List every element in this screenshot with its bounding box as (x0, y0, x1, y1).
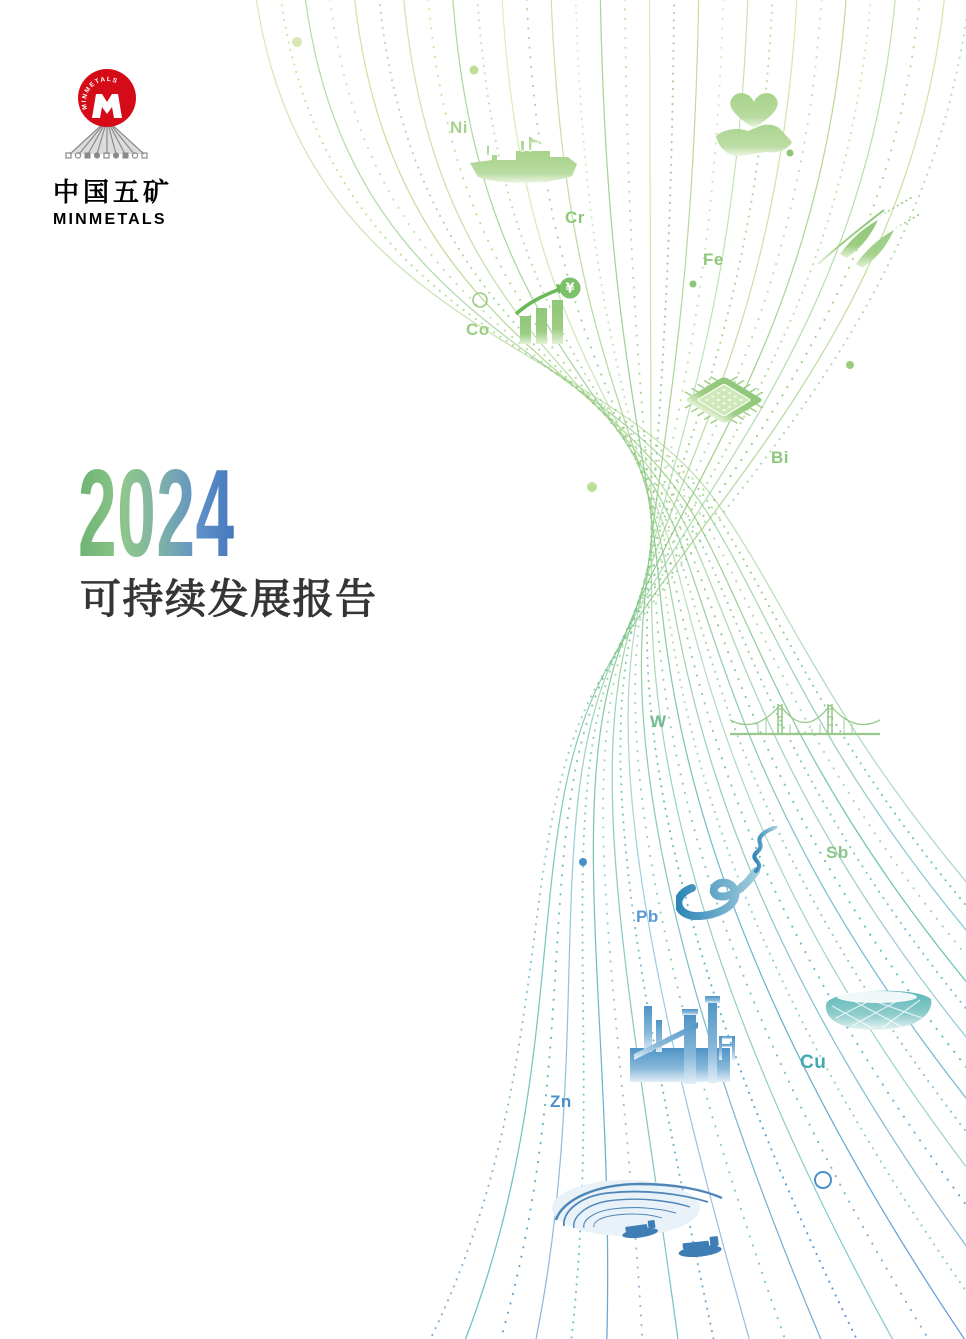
smelter-plant-icon (626, 996, 738, 1092)
minmetals-emblem-icon (50, 68, 180, 168)
logo-name-cn: 中国五矿 (53, 177, 174, 207)
element-label-w: W (650, 712, 667, 731)
element-label-pb: Pb (636, 907, 659, 926)
svg-text:¥: ¥ (565, 281, 575, 297)
bird-nest-stadium-icon (822, 980, 936, 1034)
element-label-cu: Cu (800, 1052, 827, 1073)
element-label-cr: Cr (565, 208, 585, 227)
open-pit-mine-icon (548, 1172, 728, 1270)
heart-in-hand-icon (712, 84, 796, 162)
cargo-ship-icon (466, 134, 580, 188)
microchip-icon (678, 362, 770, 444)
wheat-grain-icon (810, 194, 922, 268)
logo-name-en: MINMETALS (53, 211, 167, 228)
suspension-bridge-icon (730, 684, 880, 746)
element-label-ni: Ni (450, 118, 468, 137)
growth-chart-yuan-icon (512, 276, 584, 348)
company-logo (50, 68, 270, 229)
svg-text:MINMETALS: MINMETALS (80, 75, 120, 111)
cover-year: 2024 (78, 445, 235, 583)
element-label-sb: Sb (826, 843, 849, 862)
winding-road-icon (676, 826, 794, 920)
cover-title: 可持续发展报告 (80, 576, 378, 622)
element-label-co: Co (466, 320, 490, 339)
element-label-fe: Fe (703, 250, 724, 269)
element-label-bi: Bi (771, 448, 789, 467)
element-label-zn: Zn (550, 1092, 572, 1111)
